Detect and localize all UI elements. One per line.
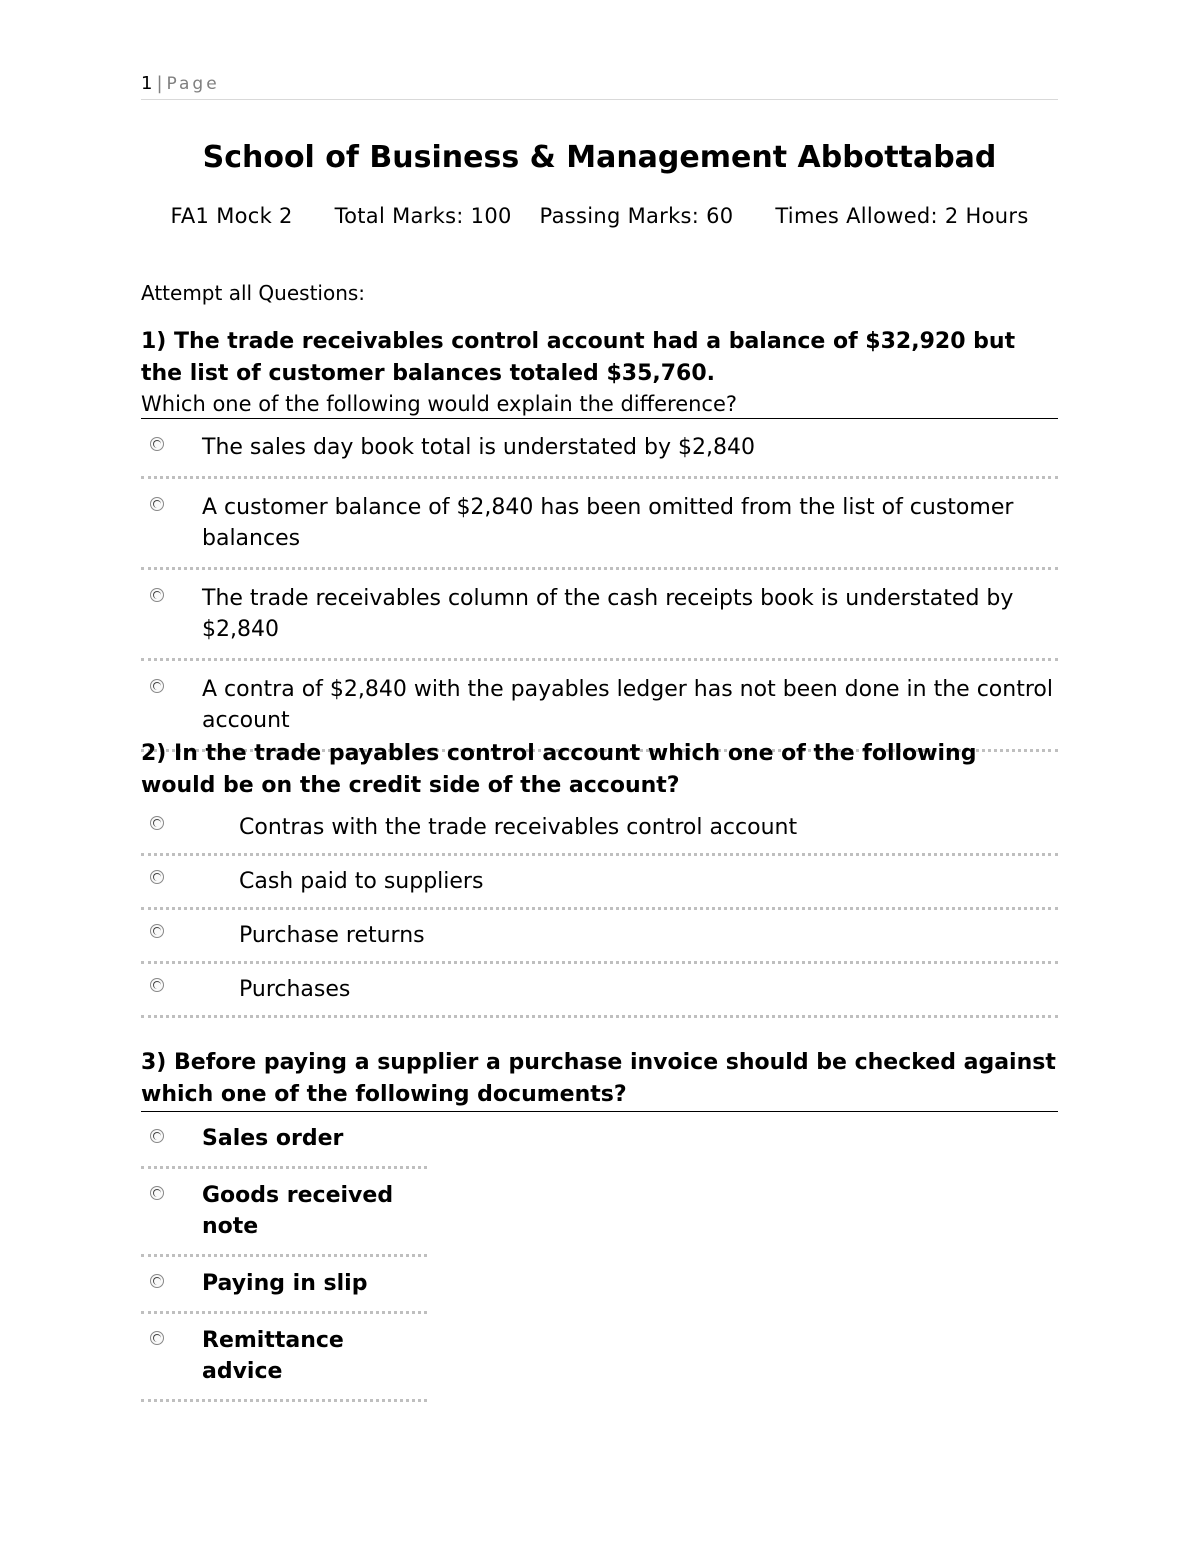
page-header xyxy=(141,73,1058,100)
exam-name: FA1 Mock 2 xyxy=(170,204,293,228)
header-separator: | xyxy=(156,73,163,94)
radio-button[interactable] xyxy=(150,437,164,451)
option-label: Purchases xyxy=(239,977,351,1002)
instructions: Attempt all Questions: xyxy=(141,281,366,305)
radio-button[interactable] xyxy=(150,870,164,884)
option-list xyxy=(141,802,1058,1018)
option-item[interactable] xyxy=(141,1257,427,1314)
option-label: Goods received note xyxy=(202,1183,394,1239)
exam-meta xyxy=(141,202,1058,230)
option-list xyxy=(141,419,1058,752)
radio-button[interactable] xyxy=(150,1129,164,1143)
radio-button[interactable] xyxy=(150,588,164,602)
option-label: Purchase returns xyxy=(239,923,425,948)
radio-button[interactable] xyxy=(150,1331,164,1345)
option-label: Contras with the trade receivables control account xyxy=(239,815,798,840)
option-item[interactable] xyxy=(141,570,1058,661)
option-item[interactable] xyxy=(141,1112,427,1169)
option-item[interactable] xyxy=(141,1169,427,1257)
passing-marks: Passing Marks: 60 xyxy=(539,204,734,228)
option-label: Sales order xyxy=(202,1126,344,1151)
page-label: Page xyxy=(166,74,220,94)
radio-button[interactable] xyxy=(150,1186,164,1200)
radio-button[interactable] xyxy=(150,1274,164,1288)
question-2 xyxy=(141,738,1058,1018)
option-item[interactable] xyxy=(141,856,1058,910)
option-label: A customer balance of $2,840 has been omitted from the list of customer balances xyxy=(202,495,1014,551)
radio-button[interactable] xyxy=(150,816,164,830)
option-label: The trade receivables column of the cash receipts book is understated by $2,840 xyxy=(202,586,1014,642)
time-allowed: Times Allowed: 2 Hours xyxy=(775,204,1029,228)
question-text: 2) In the trade payables control account which one of the following would be on the credit side of the account? xyxy=(141,741,977,798)
question-text: 3) Before paying a supplier a purchase invoice should be checked against which one of the following documents? xyxy=(141,1047,1058,1112)
option-item[interactable] xyxy=(141,964,1058,1018)
option-label: The sales day book total is understated by $2,840 xyxy=(202,435,755,460)
radio-button[interactable] xyxy=(150,978,164,992)
page-number: 1 xyxy=(141,73,153,94)
question-text: 1) The trade receivables control account had a balance of $32,920 but the list of customer balances totaled $35,760. xyxy=(141,329,1016,386)
option-label: Paying in slip xyxy=(202,1271,368,1296)
option-label: A contra of $2,840 with the payables ledger has not been done in the control account xyxy=(202,677,1053,733)
question-3 xyxy=(141,1047,1058,1402)
option-item[interactable] xyxy=(141,802,1058,856)
option-item[interactable] xyxy=(141,419,1058,479)
radio-button[interactable] xyxy=(150,679,164,693)
option-item[interactable] xyxy=(141,910,1058,964)
question-1 xyxy=(141,326,1058,752)
option-label: Remittance advice xyxy=(202,1328,344,1384)
option-item[interactable] xyxy=(141,1314,427,1402)
radio-button[interactable] xyxy=(150,924,164,938)
radio-button[interactable] xyxy=(150,497,164,511)
option-label: Cash paid to suppliers xyxy=(239,869,484,894)
option-item[interactable] xyxy=(141,479,1058,570)
document-title: School of Business & Management Abbottabad xyxy=(202,140,997,175)
option-list xyxy=(141,1112,427,1402)
total-marks: Total Marks: 100 xyxy=(334,204,512,228)
question-subtext: Which one of the following would explain the difference? xyxy=(141,390,1058,419)
